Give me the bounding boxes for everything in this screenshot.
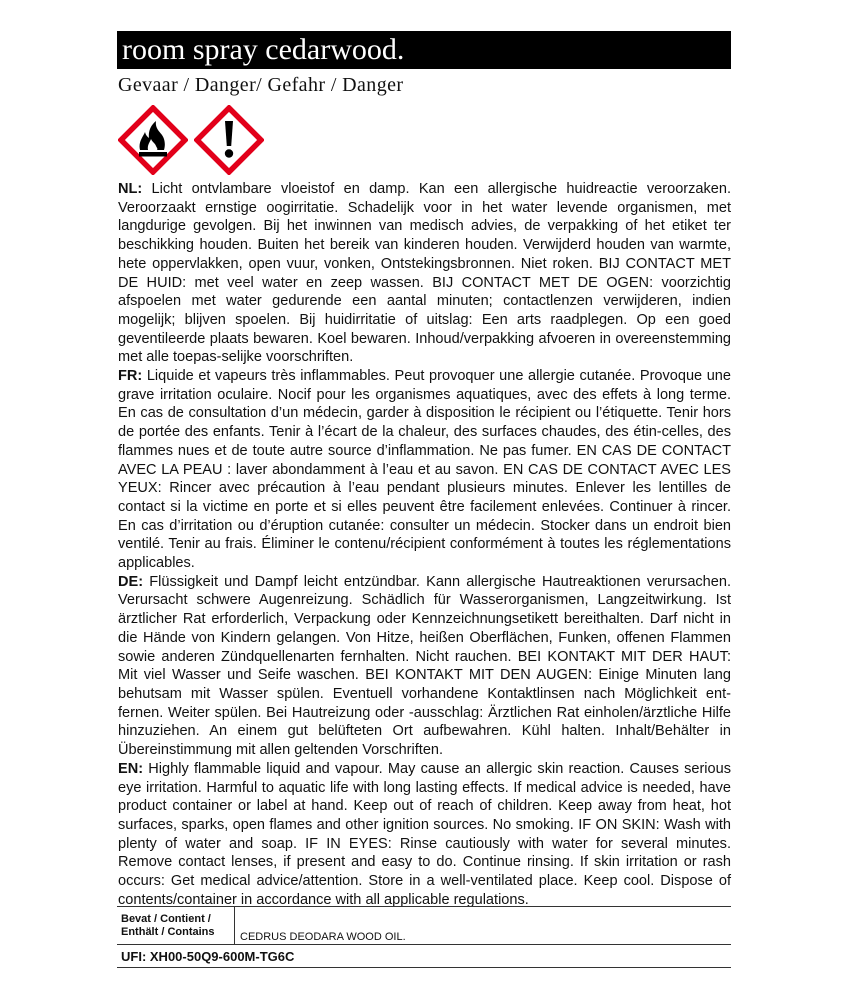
section-text: Liquide et vapeurs très inflammables. Peut provoquer une allergie cutanée. Provoque une grave irritation oculaire. Nocif pour les organismes aquatiques, avec des effets à long terme. En cas de consultation d’un médecin, garder à disposition le récipient ou l’étiquette. Tenir hors de portée des enfants. Tenir à l’écart de la chaleur, des surfaces chaudes, des étin-celles, des flammes nues et de toute autre source d’inflammation. Ne pas fumer. EN CAS DE CONTACT AVEC LA PEAU : laver abondamment à l’eau et au savon. EN CAS DE CONTACT AVEC LES YEUX: Rincer avec précaution à l’eau pendant plusieurs minutes. Enlever les lentilles de contact si la victime en porte et si elles peuvent être facilement enlevées. Continuer à rincer. En cas d’irritation ou d’éruption cutanée: consulter un médecin. Stocker dans un endroit bien ventilé. Tenir au frais. Éliminer le contenu/récipient conformément à toutes les réglementations applicables. [118, 368, 731, 572]
ufi-code: UFI: XH00-50Q9-600M-TG6C [117, 946, 731, 968]
hazard-statements [118, 180, 731, 909]
ingredients-table [117, 906, 731, 945]
signal-word: Gevaar / Danger/ Gefahr / Danger [118, 74, 404, 96]
exclamation-pictogram-icon [194, 105, 264, 175]
product-title: room spray cedarwood. [117, 31, 731, 69]
section-text: Flüssigkeit und Dampf leicht entzündbar. Kann allergische Hautreaktionen verursachen. Verursacht schwere Augenreizung. Schädlich für Wasserorganismen, Langzeitwirkung. Ist ärztlicher Rat erforderlich, Verpackung oder Kennzeichnungsetikett bereithalten. Darf nicht in die Hände von Kindern gelangen. Von Hitze, heißen Oberflächen, Funken, offenen Flammen sowie anderen Zündquellenarten fernhalten. Nicht rauchen. BEI KONTAKT MIT DER HAUT: Mit viel Wasser und Seife waschen. BEI KONTAKT MIT DEN AUGEN: Einige Minuten lang behutsam mit Wasser spülen. Eventuell vorhandene Kontaktlinsen nach Möglichkeit ent-fernen. Weiter spülen. Bei Hautreizung oder -ausschlag: Ärztlichen Rat einholen/ärztliche Hilfe hinzuziehen. An einem gut belüfteten Ort aufbewahren. Kühl halten. Inhalt/Behälter in Übereinstimmung mit allen geltenden Vorschriften. [118, 573, 731, 759]
language-code: EN: [118, 760, 144, 777]
section-text: Highly flammable liquid and vapour. May cause an allergic skin reaction. Causes serious eye irritation. Harmful to aquatic life with long lasting effects. If medical advice is needed, have product container or label at hand. Keep out of reach of children. Keep away from heat, hot surfaces, sparks, open flames and other ignition sources. No smoking. IF ON SKIN: Wash with plenty of water and soap. IF IN EYES: Rinse cautiously with water for several minutes. Remove contact lenses, if present and easy to do. Continue rinsing. If skin irritation or rash occurs: Get medical advice/attention. Store in a well-ventilated place. Keep cool. Dispose of contents/container in accordance with all applicable regulations. [118, 760, 731, 908]
language-code: FR: [118, 368, 143, 385]
ingredients-label [117, 907, 235, 944]
language-code: DE: [118, 573, 144, 590]
section-text: Licht ontvlambare vloeistof en damp. Kan een allergische huidreactie veroorzaken. Veroorzaakt ernstige oogirritatie. Schadelijk voor in het water levende organismen, met langdurige gevolgen. Bij het inwinnen van medisch advies, de verpakking of het etiket ter beschikking houden. Buiten het bereik van kinderen houden. Verwijderd houden van warmte, hete oppervlakken, open vuur, vonken, Ontstekingsbronnen. Niet roken. BIJ CONTACT MET DE HUID: met veel water en zeep wassen. BIJ CONTACT MET DE OGEN: voorzichtig afspoelen met water gedurende een aantal minuten; contactlenzen verwijderen, indien mogelijk; blijven spoelen. Bij huidirritatie of uitslag: Een arts raadplegen. Op een goed geventileerde plaats bewaren. Koel bewaren. Inhoud/verpakking afvoeren in overeenstemming met alle toepas-selijke voorschriften. [118, 181, 731, 366]
hazard-pictograms [118, 105, 266, 175]
section-fr [118, 367, 731, 573]
ingredients-label-line2: Enthält / Contains [121, 926, 215, 938]
ingredients-row [117, 907, 731, 944]
section-en [118, 760, 731, 910]
flame-pictogram-icon [118, 105, 188, 175]
ingredients-value: CEDRUS DEODARA WOOD OIL. [240, 931, 406, 943]
section-nl [118, 180, 731, 367]
section-de [118, 573, 731, 760]
ingredients-label-line1: Bevat / Contient / [121, 913, 211, 925]
language-code: NL: [118, 181, 143, 197]
